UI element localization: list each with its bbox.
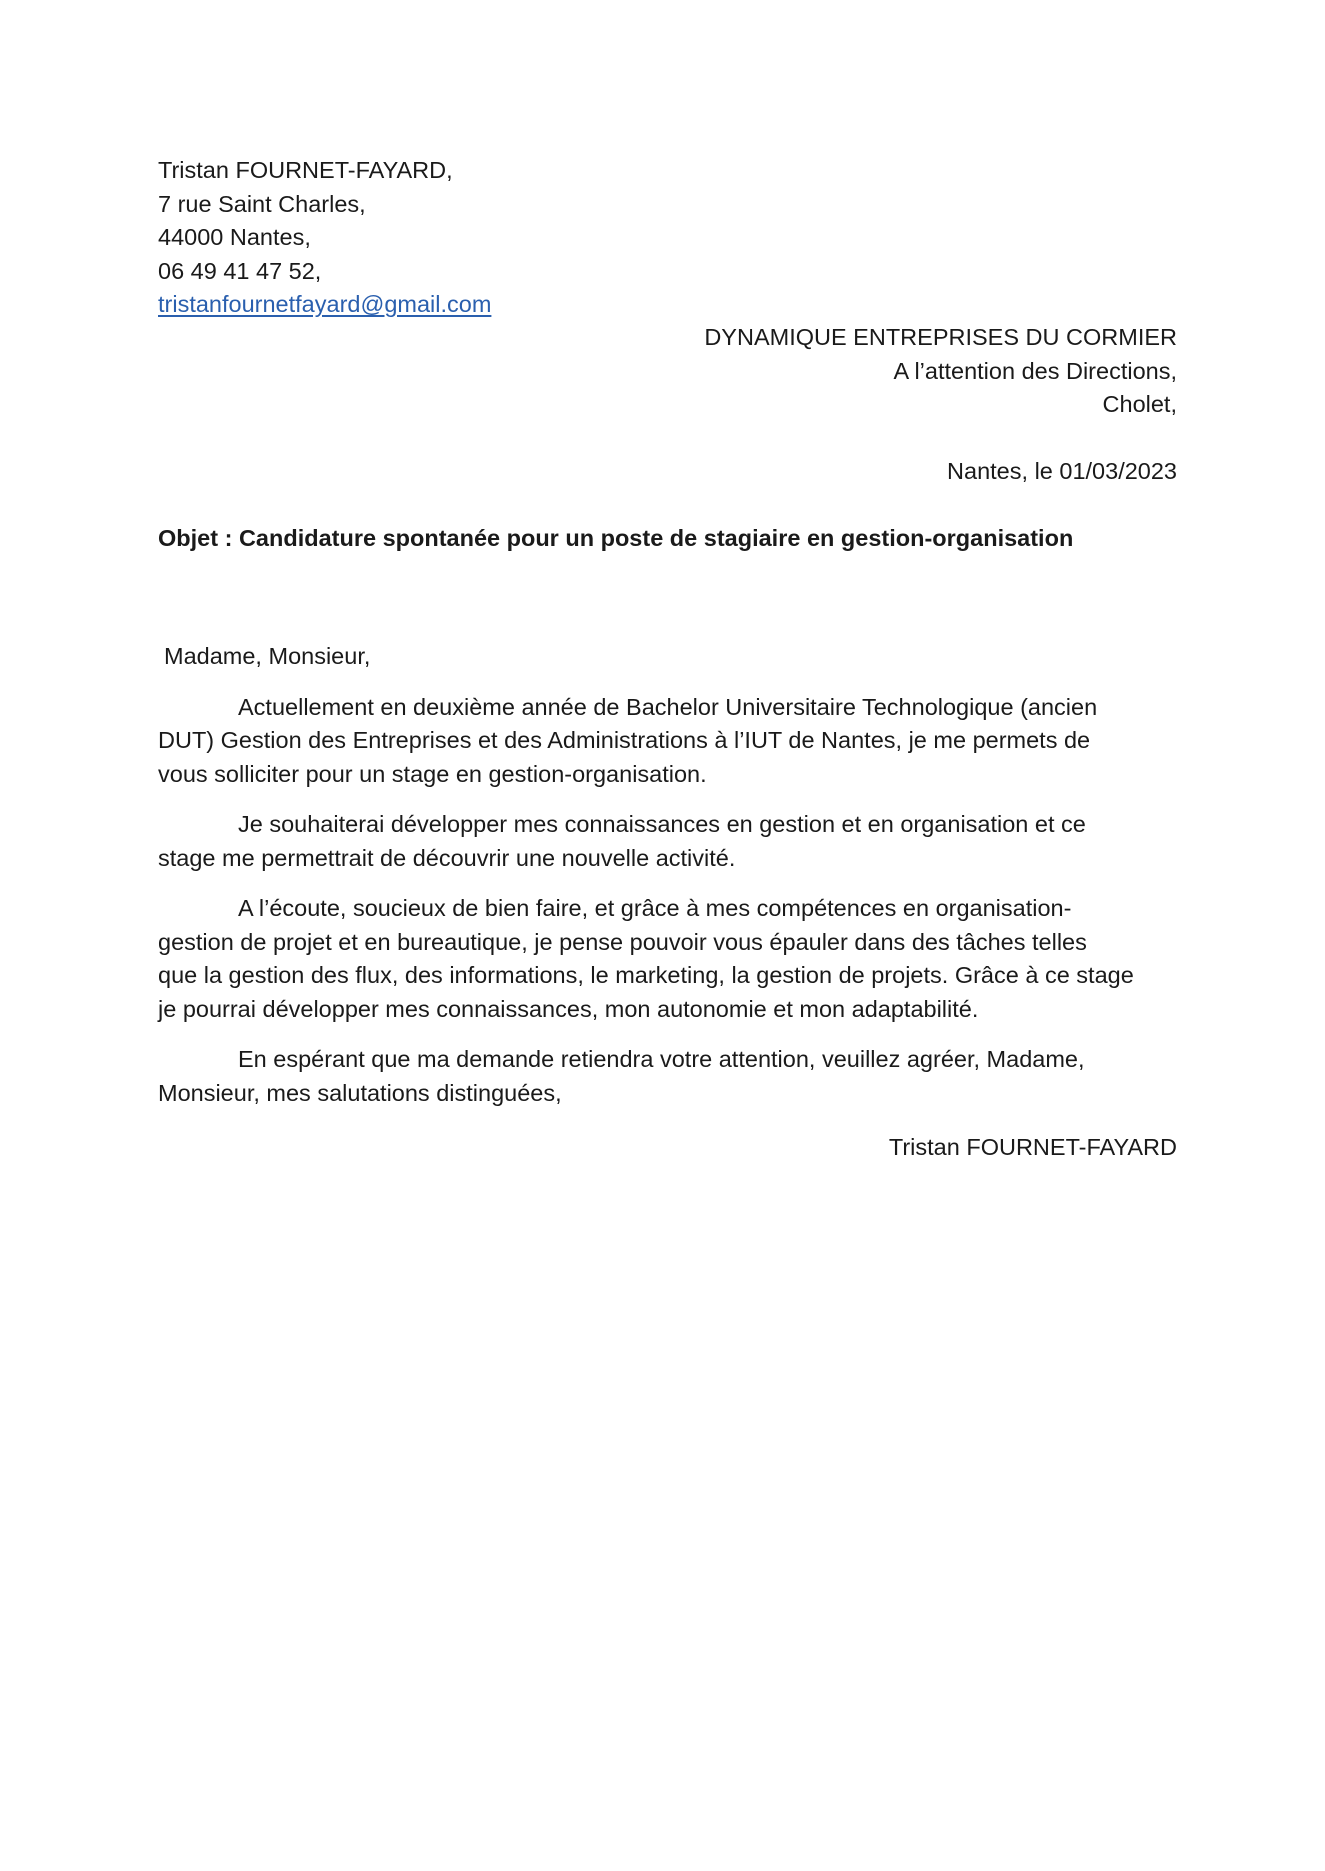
paragraph-line: vous solliciter pour un stage en gestion-organisation. (158, 760, 707, 787)
paragraph-line: que la gestion des flux, des informations, le marketing, la gestion de projets. Grâce à ce stage (158, 962, 1134, 988)
paragraph-line: stage me permettrait de découvrir une nouvelle activité. (158, 844, 736, 871)
paragraph-line: A l’écoute, soucieux de bien faire, et grâce à mes compétences en organisation- (238, 895, 1072, 921)
paragraph-4 (158, 1043, 1178, 1110)
sender-city: 44000 Nantes, (158, 224, 311, 250)
recipient-attention: A l’attention des Directions, (893, 357, 1177, 384)
paragraph-line: DUT) Gestion des Entreprises et des Administrations à l’IUT de Nantes, je me permets de (158, 727, 1091, 753)
paragraph-line: je pourrai développer mes connaissances, mon autonomie et mon adaptabilité. (158, 995, 979, 1022)
paragraph-line: Actuellement en deuxième année de Bachelor Universitaire Technologique (ancien (238, 693, 1098, 720)
signature: Tristan FOURNET-FAYARD (888, 1134, 1177, 1160)
sender-street: 7 rue Saint Charles, (158, 190, 366, 217)
sender-block (158, 154, 858, 322)
paragraph-line: Monsieur, mes salutations distinguées, (158, 1079, 562, 1106)
sender-email-link[interactable]: tristanfournetfayard@gmail.com (158, 291, 492, 317)
paragraph-line: En espérant que ma demande retiendra votre attention, veuillez agréer, Madame, (238, 1046, 1085, 1072)
paragraph-3 (158, 892, 1178, 1026)
recipient-company: DYNAMIQUE ENTREPRISES DU CORMIER (704, 324, 1177, 350)
letter-date: Nantes, le 01/03/2023 (947, 458, 1177, 484)
paragraph-line: gestion de projet et en bureautique, je pense pouvoir vous épauler dans des tâches telles (158, 928, 1087, 955)
letter-subject: Objet : Candidature spontanée pour un poste de stagiaire en gestion-organisation (158, 525, 1074, 551)
paragraph-1 (158, 691, 1178, 792)
paragraph-line: Je souhaiterai développer mes connaissances en gestion et en organisation et ce (238, 811, 1086, 837)
salutation: Madame, Monsieur, (164, 643, 371, 669)
paragraph-2 (158, 808, 1178, 875)
letter-body (158, 640, 1178, 1127)
sender-name: Tristan FOURNET-FAYARD, (158, 157, 453, 183)
recipient-city: Cholet, (1102, 391, 1177, 417)
sender-phone: 06 49 41 47 52, (158, 257, 322, 284)
recipient-block (477, 321, 1177, 422)
